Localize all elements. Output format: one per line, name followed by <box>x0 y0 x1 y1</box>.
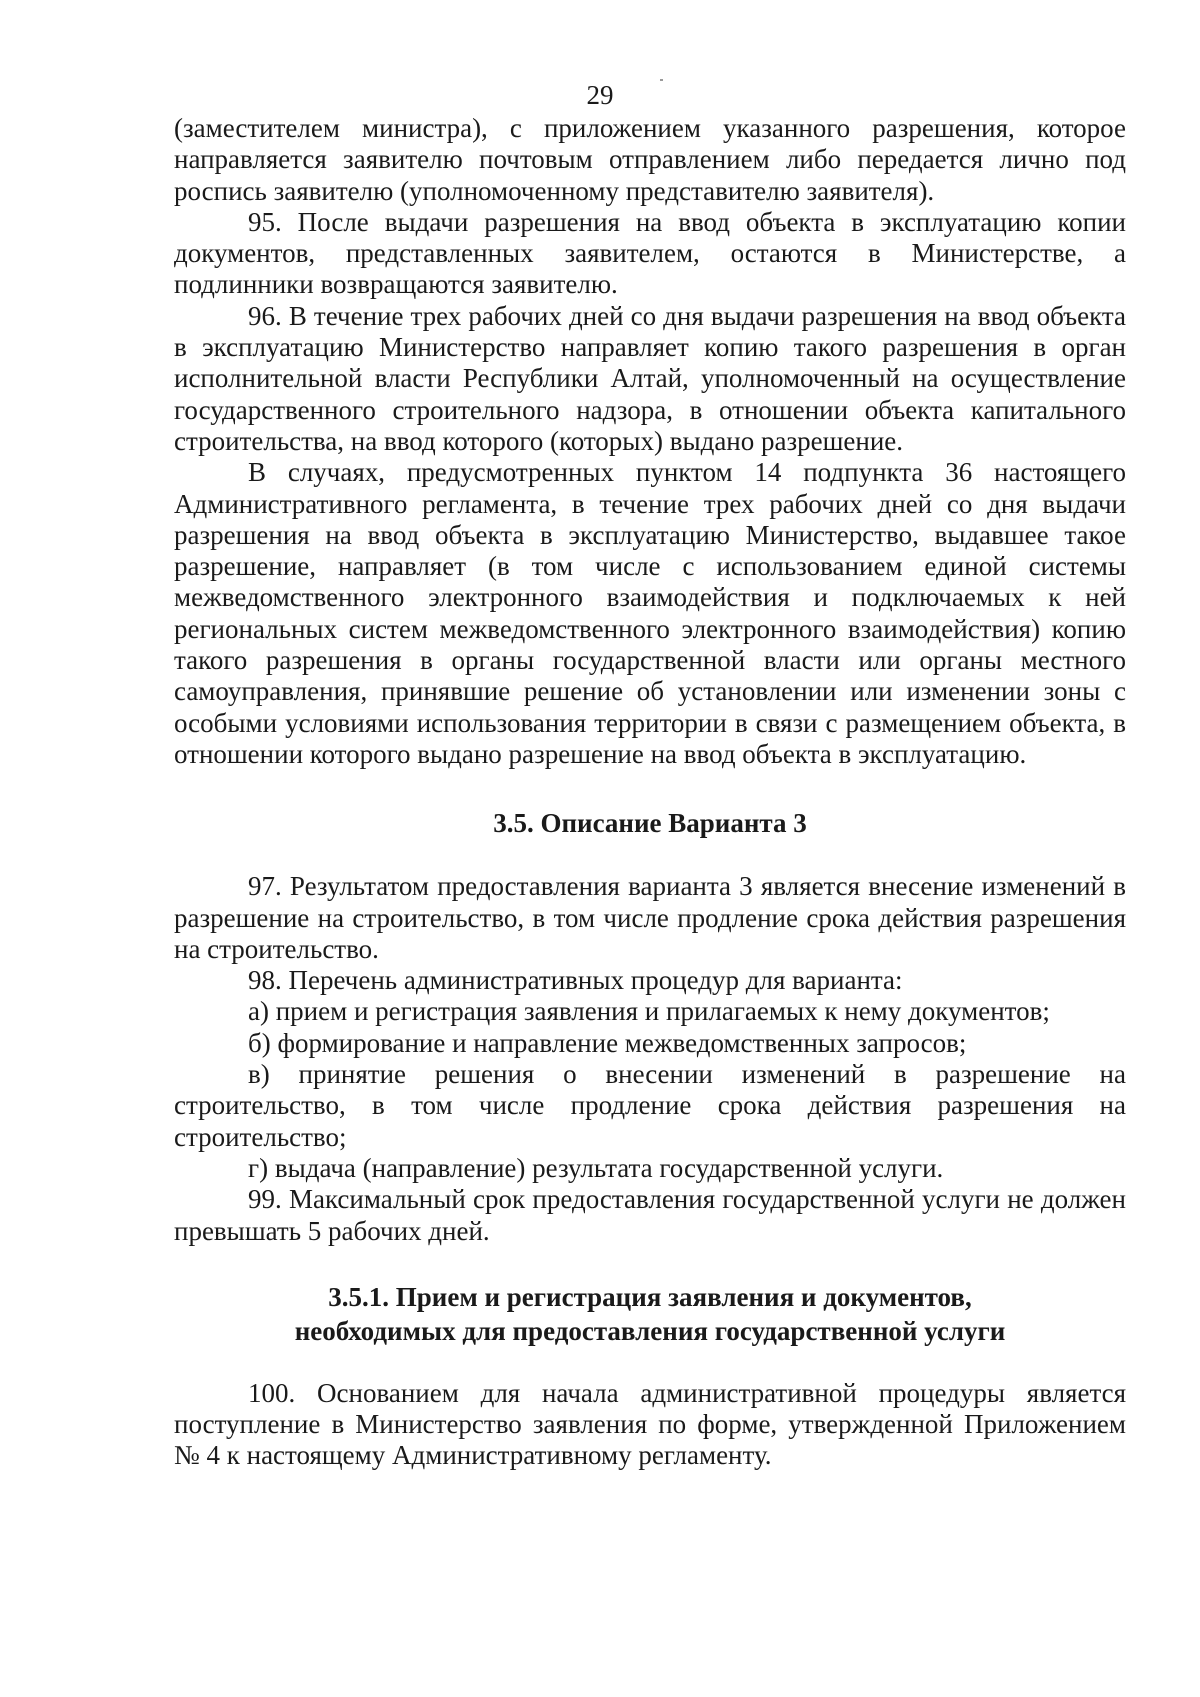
document-body <box>174 113 1126 1472</box>
paragraph-continuation: (заместителем министра), с приложением указанного разрешения, которое направляется заявителю почтовым отправлением либо передается лично под роспись заявителю (уполномоченному представителю заявителя). <box>174 113 1126 206</box>
paragraph-95: 95. После выдачи разрешения на ввод объекта в эксплуатацию копии документов, представленных заявителем, остаются в Министерстве, а подлинники возвращаются заявителю. <box>174 206 1126 300</box>
section-heading-3-5-1-line1: 3.5.1. Прием и регистрация заявления и документов, <box>328 1281 972 1312</box>
list-item-g: г) выдача (направление) результата государственной услуги. <box>248 1152 944 1183</box>
section-heading-3-5: 3.5. Описание Варианта 3 <box>493 808 807 839</box>
paragraph-99: 99. Максимальный срок предоставления государственной услуги не должен превышать 5 рабочих дней. <box>174 1184 1126 1246</box>
list-item-v: в) принятие решения о внесении изменений в разрешение на строительство, в том числе продление срока действия разрешения на строительство; <box>174 1059 1126 1152</box>
paragraph-96: 96. В течение трех рабочих дней со дня выдачи разрешения на ввод объекта в эксплуатацию Министерство направляет копию такого разрешения в орган исполнительной власти Республики Алтай, уполномоченный на осуществление государственного строительного надзора, в отношении объекта капитального строительства, на ввод которого (которых) выдано разрешение. <box>174 300 1126 456</box>
list-item-a: а) прием и регистрация заявления и прилагаемых к нему документов; <box>248 996 1050 1027</box>
paragraph-98: 98. Перечень административных процедур для варианта: <box>248 965 903 996</box>
section-heading-3-5-1-line2: необходимых для предоставления государственной услуги <box>294 1315 1006 1346</box>
page-number: 29 <box>586 80 614 110</box>
section-heading-3-5-1 <box>174 1280 1126 1348</box>
scan-speck <box>660 79 663 81</box>
paragraph-97: 97. Результатом предоставления варианта 3 является внесение изменений в разрешение на строительство, в том числе продление срока действия разрешения на строительство. <box>174 871 1126 964</box>
list-item-b: б) формирование и направление межведомственных запросов; <box>248 1027 967 1058</box>
paragraph-96-cases: В случаях, предусмотренных пунктом 14 подпункта 36 настоящего Административного регламента, в течение трех рабочих дней со дня выдачи разрешения на ввод объекта в эксплуатацию Министерство, выдавшее такое разрешение, направляет (в том числе с использованием единой системы межведомственного электронного взаимодействия и подключаемых к ней региональных систем межведомственного электронного взаимодействия) копию такого разрешения в органы государственной власти или органы местного самоуправления, принявшие решение об установлении или изменении зоны с особыми условиями использования территории в связи с размещением объекта, в отношении которого выдано разрешение на ввод объекта в эксплуатацию. <box>174 457 1126 769</box>
paragraph-100: 100. Основанием для начала административной процедуры является поступление в Министерство заявления по форме, утвержденной Приложением № 4 к настоящему Административному регламенту. <box>174 1377 1126 1471</box>
